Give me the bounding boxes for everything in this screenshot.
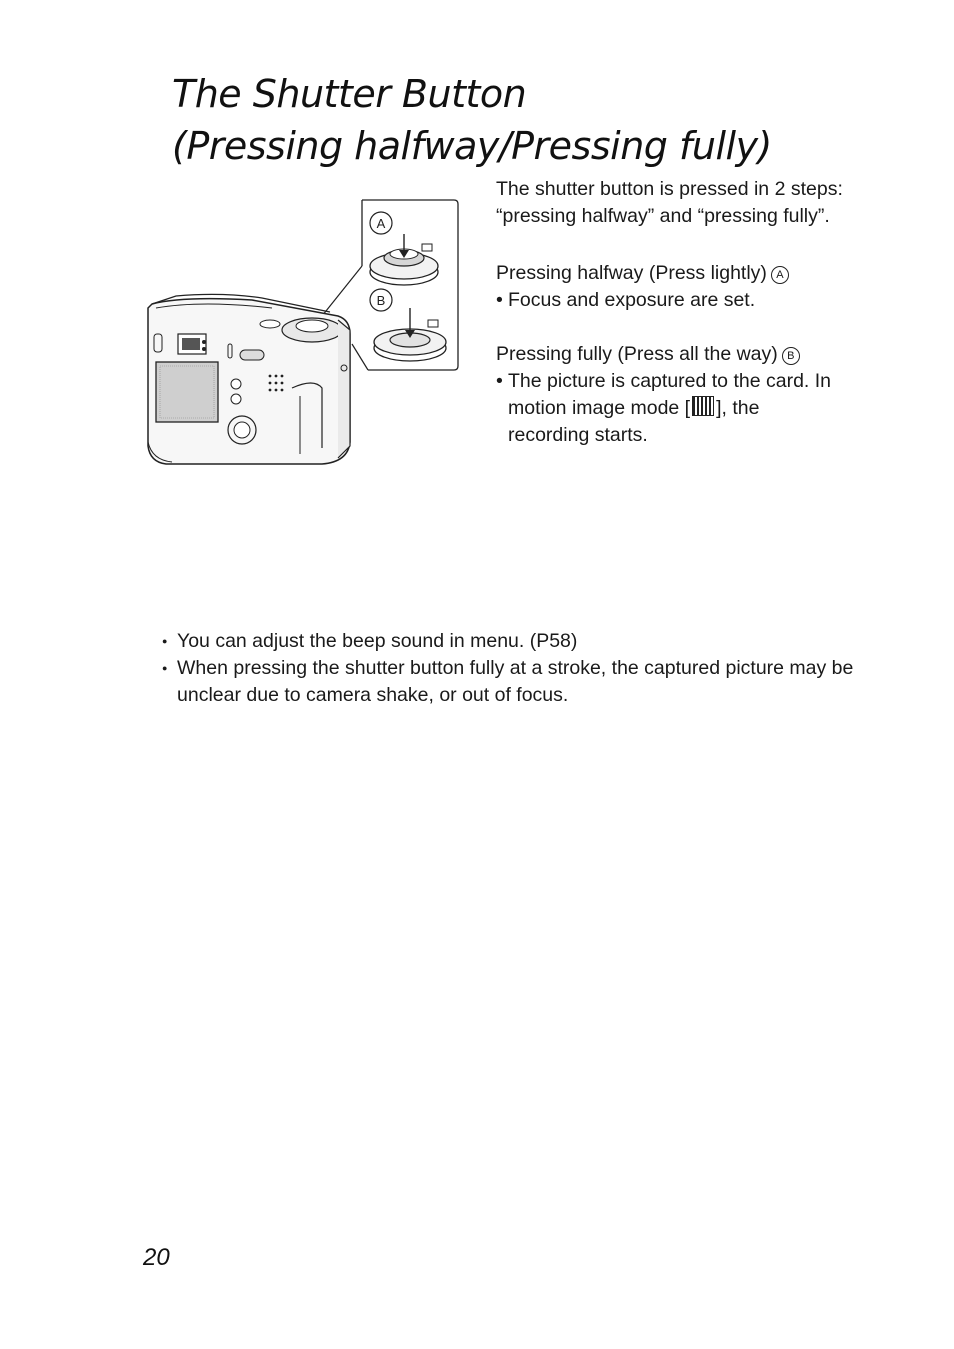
page-title [172, 68, 772, 172]
note-item: ● When pressing the shutter button fully at a stroke, the captured picture may be unclear due to camera shake, or out of focus. [162, 655, 892, 709]
halfway-bullet: • Focus and exposure are set. [496, 287, 906, 314]
fully-bullet-line-2a: motion image mode [ [508, 397, 691, 419]
halfway-heading-text: Pressing halfway (Press lightly) [496, 262, 767, 284]
notes-section [162, 628, 892, 709]
page-number: 20 [143, 1244, 170, 1271]
marker-b: B [782, 347, 800, 365]
fully-bullet-line-1: • The picture is captured to the card. In [496, 368, 906, 395]
title-line-2: (Pressing halfway/Pressing fully) [172, 124, 772, 168]
halfway-heading [496, 260, 906, 287]
instructions-column [496, 176, 906, 449]
label-b-text: B [376, 293, 386, 308]
marker-a: A [771, 266, 789, 284]
intro-line-2: “pressing halfway” and “pressing fully”. [496, 205, 830, 227]
motion-image-icon [692, 396, 714, 416]
camera-illustration [142, 196, 460, 470]
camera-shutter-diagram [142, 196, 460, 470]
fully-heading [496, 341, 906, 368]
fully-bullet-line-2 [496, 395, 906, 422]
intro-line-1: The shutter button is pressed in 2 steps: [496, 178, 843, 200]
label-a-text: A [376, 216, 386, 231]
title-line-1: The Shutter Button [172, 72, 527, 116]
fully-bullet-line-2b: ], the [716, 397, 760, 419]
fully-bullet-line-3: recording starts. [508, 424, 648, 446]
fully-heading-text: Pressing fully (Press all the way) [496, 343, 778, 365]
note-item: ● You can adjust the beep sound in menu. (P58) [162, 628, 892, 655]
